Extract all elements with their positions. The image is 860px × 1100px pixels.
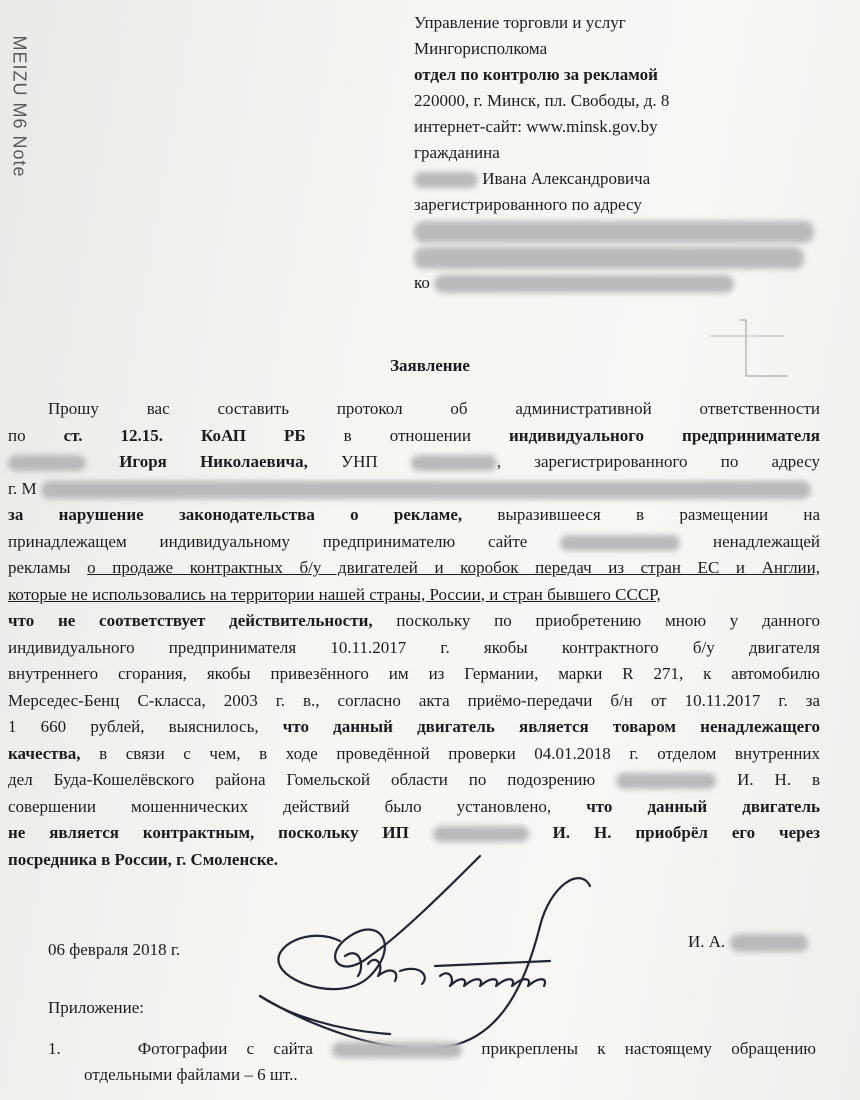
body-line: индивидуального предпринимателя 10.11.2017 г. якобы контрактного б/у двигателя [8, 637, 820, 657]
body-line: посредника в России, г. Смоленске. [8, 849, 278, 869]
body-line: Мерседес-Бенц С-класса, 2003 г. в., согласно акта приёмо-передачи б/н от 10.11.2017 г. за [8, 690, 820, 710]
redacted-surname [414, 172, 478, 188]
sender-label: гражданина [414, 143, 500, 162]
body-line: дел Буда-Кошелёвского района Гомельской области по подозрению И. Н. в [8, 770, 821, 789]
body-line: совершении мошеннических действий было установлено, что данный двигатель [8, 796, 821, 816]
recipient-line: Управление торговли и услуг [414, 13, 626, 32]
recipient-website: интернет-сайт: www.minsk.gov.by [414, 117, 658, 136]
redacted-site [560, 535, 680, 551]
body-line: Игоря Николаевича, УНП , зарегистрированного по адресу [8, 449, 820, 476]
body-line: г. М [8, 476, 820, 503]
sender-registered: зарегистрированного по адресу [414, 195, 642, 214]
redacted-ip-address [41, 481, 811, 499]
redacted-address [414, 218, 844, 244]
recipient-address: 220000, г. Минск, пл. Свободы, д. 8 [414, 91, 670, 110]
recipient-line: Мингорисполкома [414, 39, 548, 58]
body-line: качества, в связи с чем, в ходе проведённой проверки 04.01.2018 г. отделом внутренних [8, 743, 821, 763]
recipient-department: отдел по контролю за рекламой [414, 65, 658, 84]
attachment-item: 1. Фотографии с сайта прикреплены к настоящему обращению отдельными файлами – 6 шт.. [48, 1039, 817, 1084]
signer-initials: И. А. [688, 932, 808, 952]
body-line: внутреннего сгорания, якобы привезённого им из Германии, марки R 271, к автомобилю [8, 664, 820, 683]
redacted-name [8, 455, 86, 471]
redacted-site [332, 1042, 462, 1058]
body-line: что не соответствует действительности, поскольку по приобретению мною у данного [8, 611, 821, 630]
sender-name: Ивана Александровича [414, 166, 844, 192]
body-line: 1 660 рублей, выяснилось, что данный двигатель является товаром ненадлежащего [8, 717, 821, 736]
redacted-name [433, 826, 529, 842]
document-title: Заявление [390, 356, 470, 375]
sender-contact-line: ко [414, 270, 844, 296]
redacted-surname [730, 934, 808, 952]
body-line: Прошу вас составить протокол об административной ответственности [48, 399, 820, 418]
body-line: не является контрактным, поскольку ИП И. Н. приобрёл его через [8, 823, 821, 842]
redacted-address-2 [414, 244, 844, 270]
body-line: которые не использовались на территории нашей страны, России, и стран бывшего СССР, [8, 584, 661, 604]
body-line: по ст. 12.15. КоАП РБ в отношении индивидуального предпринимателя [8, 425, 820, 445]
document-date: 06 февраля 2018 г. [48, 940, 181, 959]
redacted-name [616, 773, 716, 789]
recipient-block [414, 10, 844, 296]
body-line: за нарушение законодательства о рекламе, выразившееся в размещении на [8, 505, 821, 524]
body-line: принадлежащем индивидуальному предпринимателю сайте ненадлежащей [8, 531, 821, 551]
attachments-label: Приложение: [48, 998, 144, 1017]
statement-body [8, 396, 820, 873]
body-line: рекламы о продаже контрактных б/у двигателей и коробок передач из стран ЕС и Англии, [8, 558, 820, 577]
camera-watermark: MEIZU M6 Note [9, 35, 30, 178]
redacted-unp [411, 455, 497, 471]
